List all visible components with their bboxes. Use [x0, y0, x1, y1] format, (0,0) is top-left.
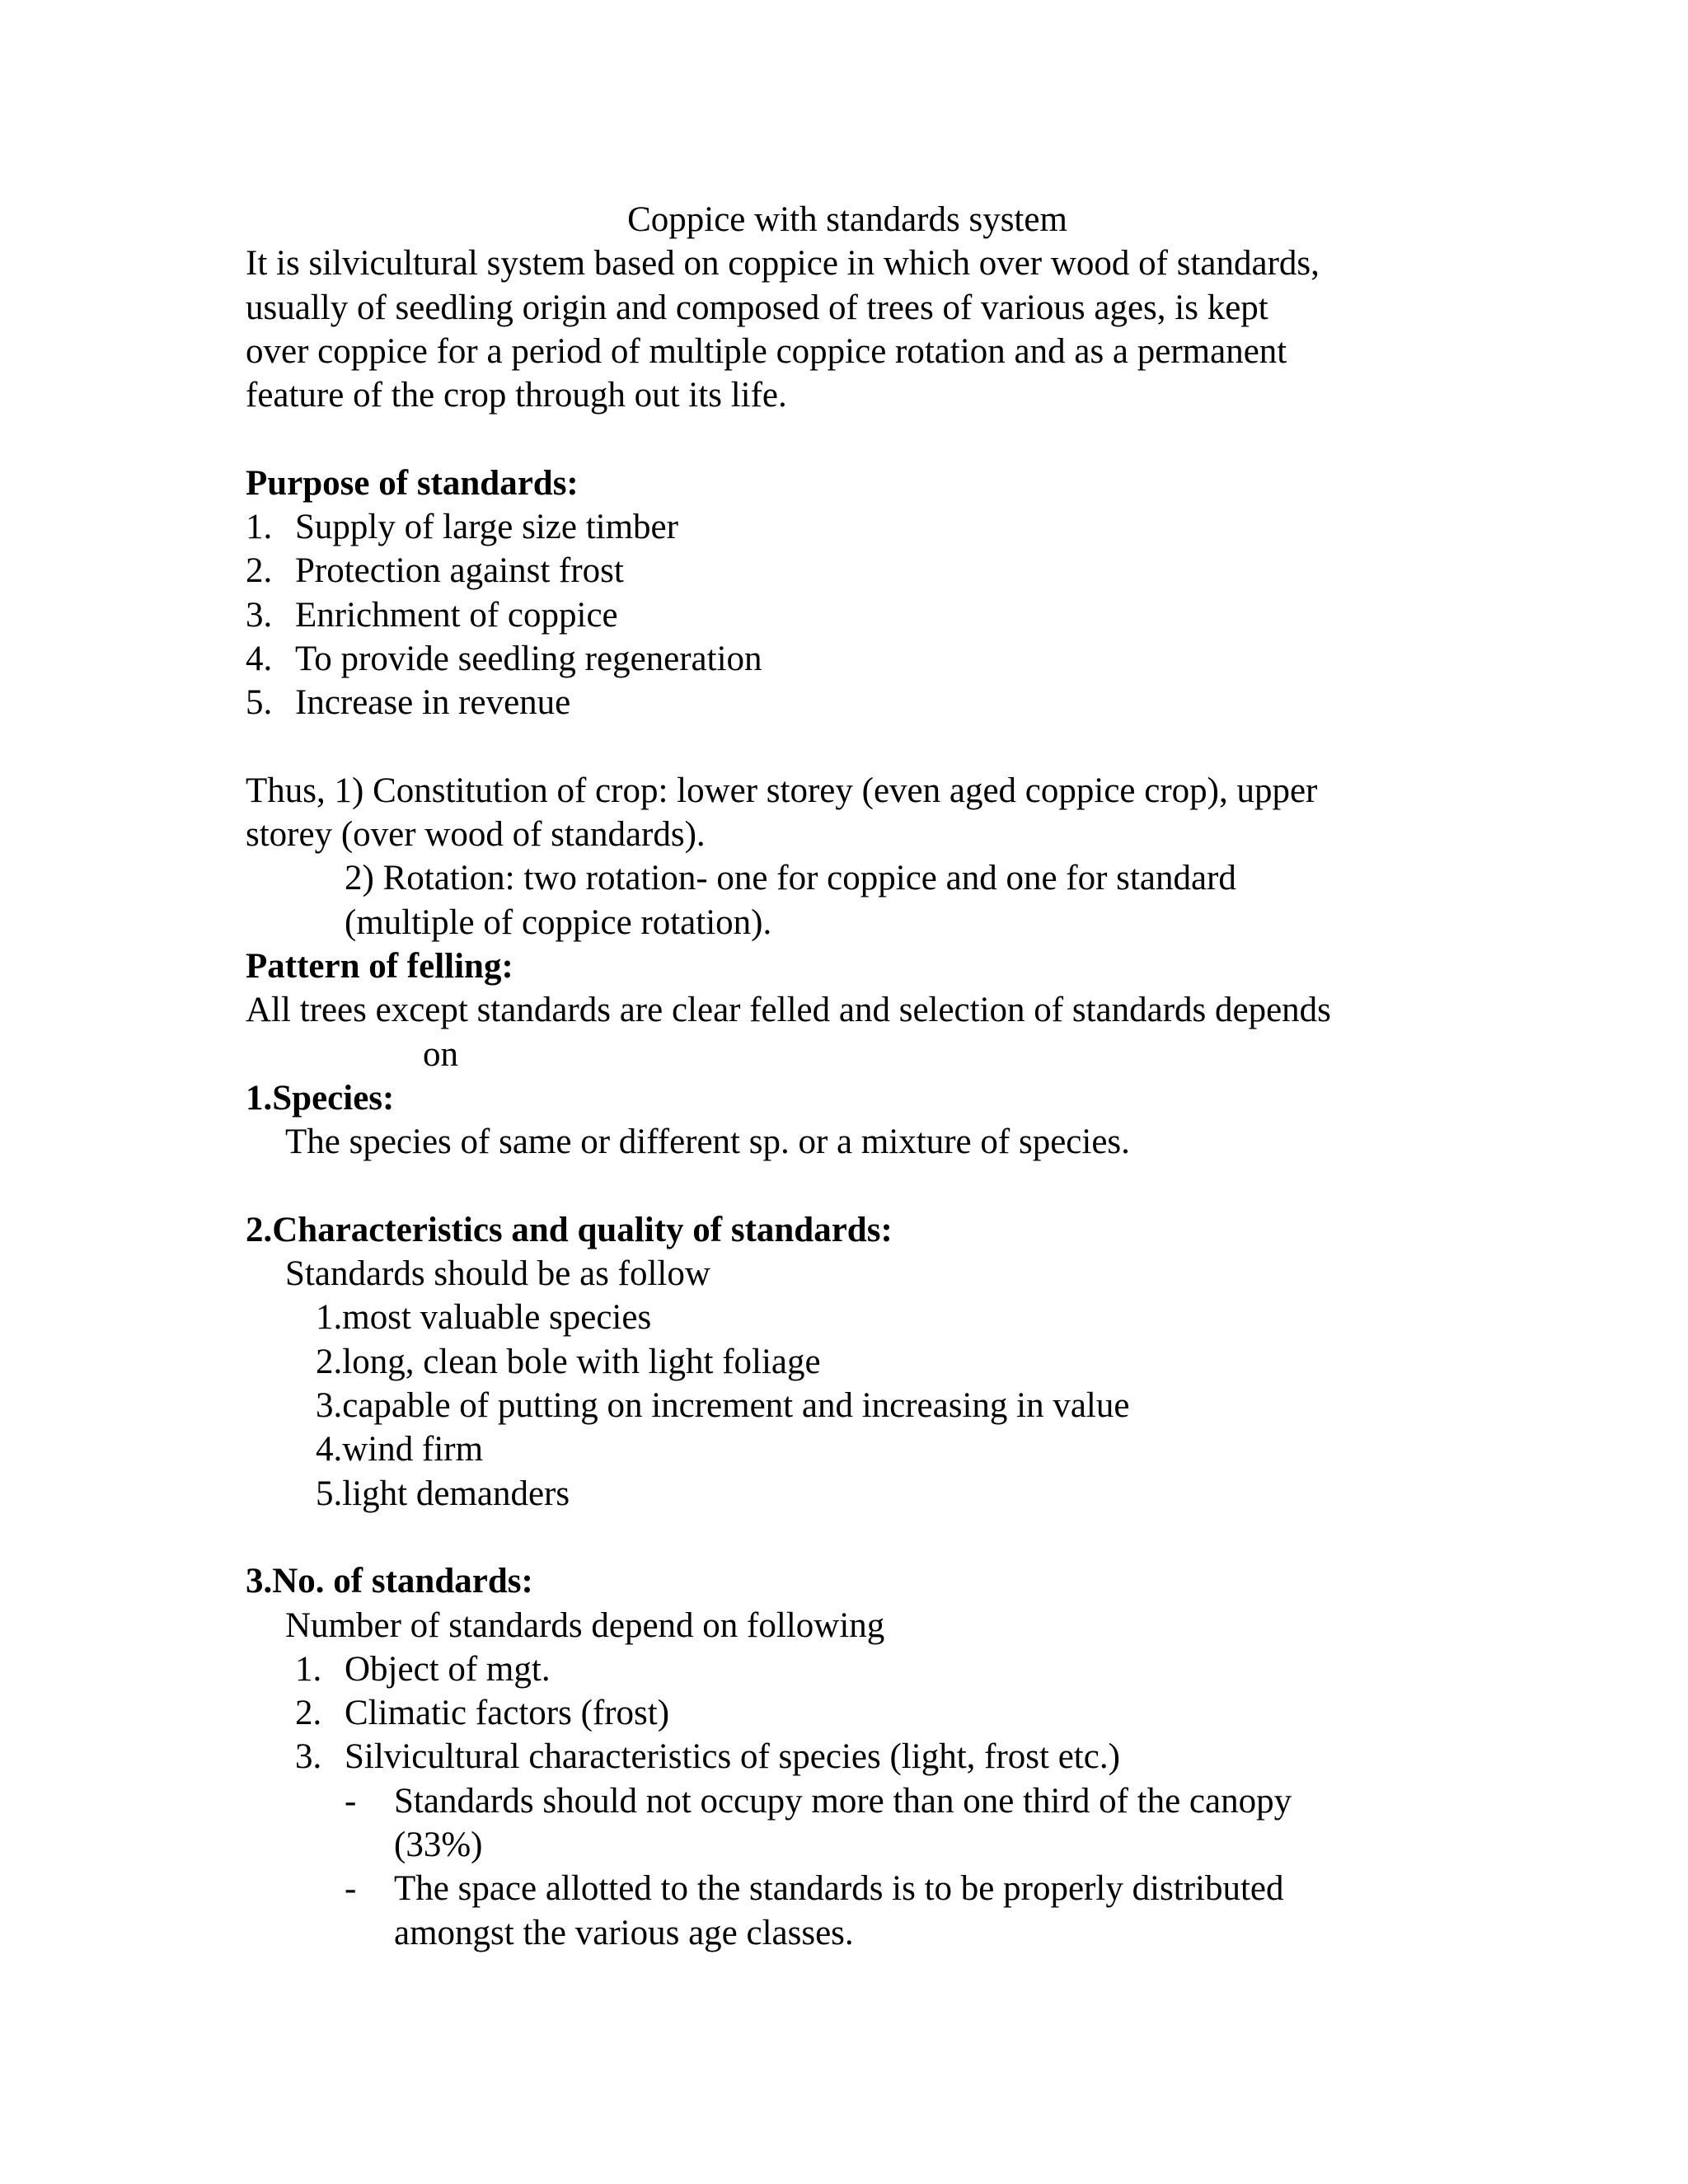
list-item: 1.most valuable species: [316, 1298, 652, 1338]
list-item: [295, 1735, 1449, 1779]
characteristics-list: [246, 1296, 1449, 1515]
list-text: Silvicultural characteristics of species (light, frost etc.): [345, 1737, 1120, 1777]
list-item: 5.light demanders: [316, 1474, 570, 1513]
intro-line: It is silvicultural system based on coppice in which over wood of standards,: [246, 244, 1320, 284]
intro-line: over coppice for a period of multiple coppice rotation and as a permanent: [246, 331, 1287, 371]
characteristics-intro: Standards should be as follow: [285, 1254, 710, 1294]
list-text: Enrichment of coppice: [295, 595, 618, 635]
dash-list: [246, 1779, 1449, 1955]
felling-heading: Pattern of felling:: [246, 947, 513, 987]
list-text: Object of mgt.: [345, 1649, 551, 1689]
felling-line: All trees except standards are clear felled and selection of standards depends: [246, 991, 1331, 1030]
intro-line: feature of the crop through out its life.: [246, 376, 787, 415]
number-intro: Number of standards depend on following: [285, 1605, 885, 1645]
thus-line: storey (over wood of standards).: [246, 815, 706, 855]
page-title: Coppice with standards system: [627, 200, 1067, 239]
list-number: 5.: [246, 683, 273, 723]
list-number: 2.: [295, 1694, 322, 1733]
dash-text: The space allotted to the standards is to be properly distributed amongst the various age classes.: [394, 1869, 1284, 1952]
list-item: 3.capable of putting on increment and increasing in value: [316, 1386, 1130, 1426]
spacer: [246, 1165, 1449, 1208]
list-item: [295, 1647, 1449, 1691]
list-item: [295, 1691, 1449, 1735]
spacer: [246, 417, 1449, 461]
purpose-heading: Purpose of standards:: [246, 463, 579, 503]
list-text: To provide seedling regeneration: [295, 639, 762, 678]
list-item: [246, 505, 1449, 549]
list-number: 3.: [295, 1737, 322, 1777]
list-number: 1.: [246, 508, 273, 547]
list-item: 2.long, clean bole with light foliage: [316, 1342, 821, 1381]
list-item: [246, 681, 1449, 724]
spacer: [246, 1516, 1449, 1559]
list-number: 2.: [246, 551, 273, 591]
dash-item: [246, 1779, 1449, 1868]
list-item: [246, 593, 1449, 637]
thus-line: Thus, 1) Constitution of crop: lower storey (even aged coppice crop), upper: [246, 771, 1318, 810]
species-text: The species of same or different sp. or a mixture of species.: [285, 1122, 1130, 1162]
intro-paragraph: [246, 241, 1449, 417]
list-text: Supply of large size timber: [295, 508, 678, 547]
number-heading: 3.No. of standards:: [246, 1562, 533, 1601]
spacer: [246, 725, 1449, 769]
characteristics-heading: 2.Characteristics and quality of standards:: [246, 1210, 893, 1249]
dash-item: [246, 1867, 1449, 1955]
list-number: 3.: [246, 595, 273, 635]
number-list: [246, 1647, 1449, 1779]
thus-line: 2) Rotation: two rotation- one for coppice and one for standard: [345, 859, 1236, 898]
list-text: Climatic factors (frost): [345, 1694, 670, 1733]
list-item: [246, 637, 1449, 681]
list-number: 1.: [295, 1649, 322, 1689]
dash-bullet: -: [345, 1781, 357, 1821]
dash-bullet: -: [345, 1869, 357, 1909]
list-number: 4.: [246, 639, 273, 678]
list-item: [246, 549, 1449, 593]
thus-paragraph: [246, 769, 1449, 944]
list-item: 4.wind firm: [316, 1430, 484, 1469]
species-heading: 1.Species:: [246, 1078, 395, 1118]
intro-line: usually of seedling origin and composed of trees of various ages, is kept: [246, 288, 1268, 327]
list-text: Protection against frost: [295, 551, 624, 591]
dash-text: Standards should not occupy more than one third of the canopy (33%): [394, 1781, 1292, 1864]
document-body: [246, 198, 1449, 1955]
list-text: Increase in revenue: [295, 683, 571, 723]
felling-line: on: [423, 1034, 458, 1074]
thus-line: (multiple of coppice rotation).: [345, 902, 772, 942]
purpose-list: [246, 505, 1449, 724]
